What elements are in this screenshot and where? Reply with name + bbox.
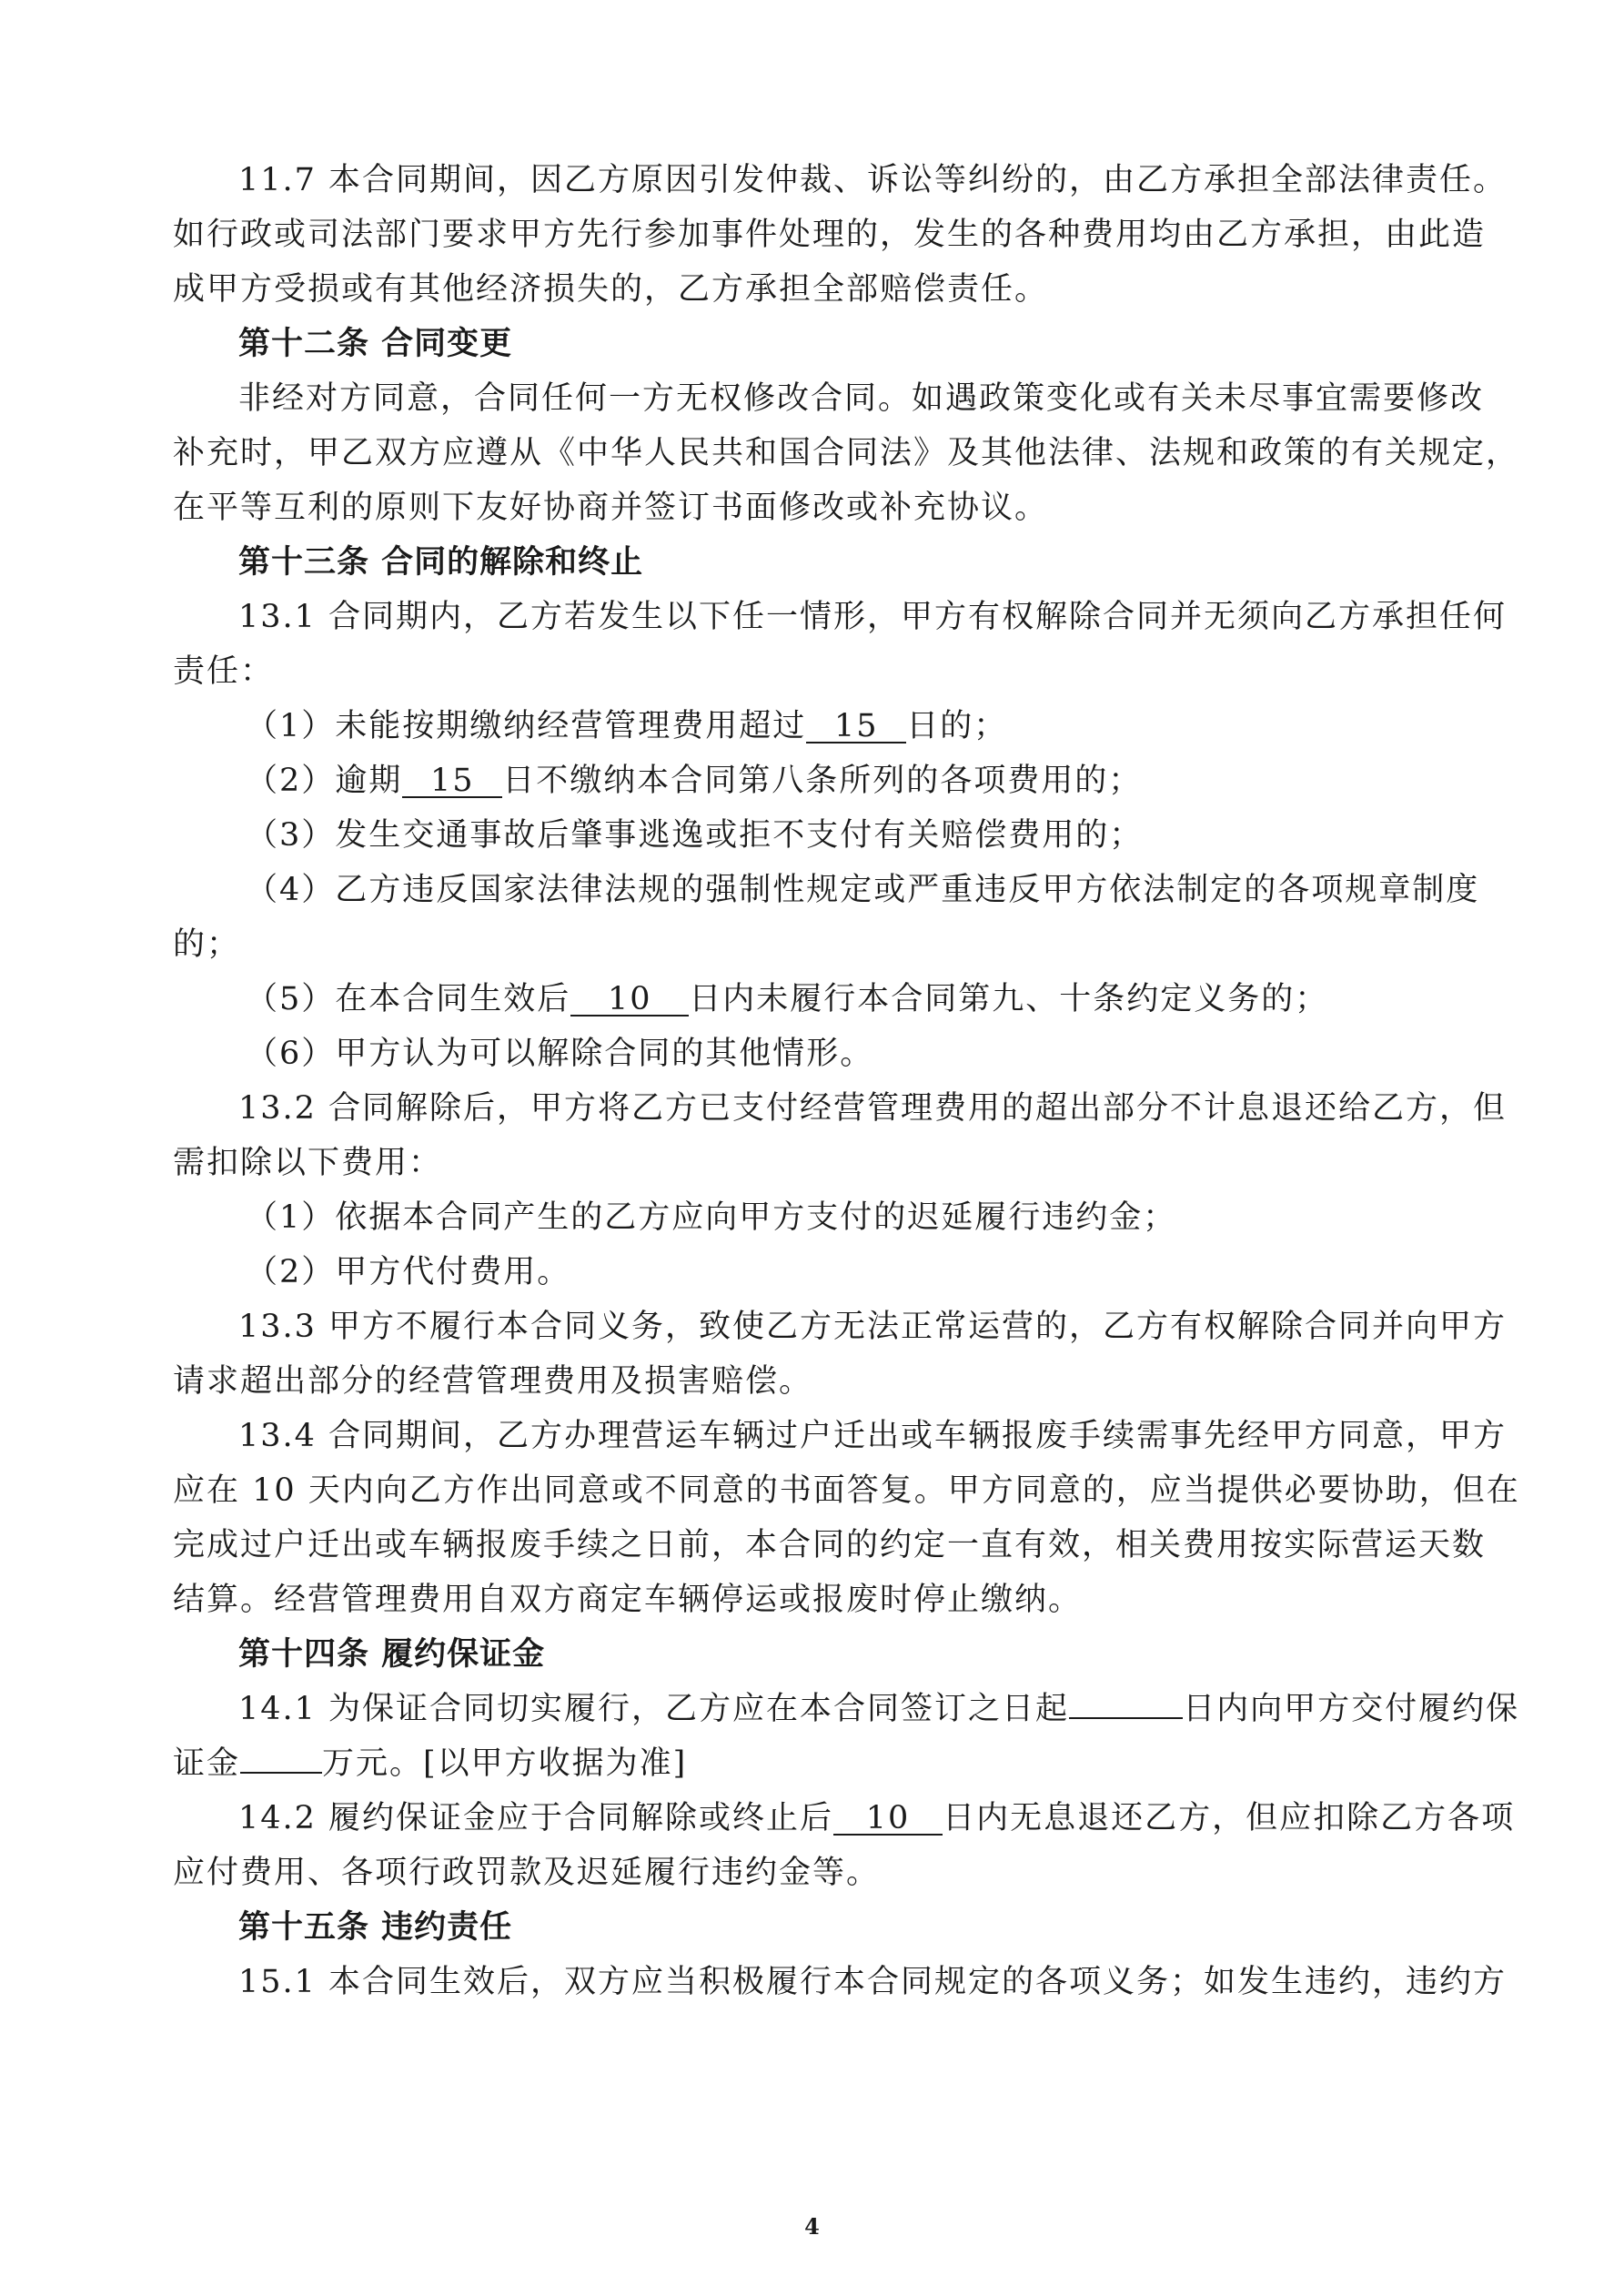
fill-blank: 15: [402, 765, 502, 798]
s13-2-line-2: 需扣除以下费用：: [173, 1145, 443, 1181]
s13-3-line-2: 请求超出部分的经营管理费用及损害赔偿。: [173, 1363, 813, 1400]
article-14-title: 第十四条 履约保证金: [238, 1635, 546, 1673]
s13-4-line-1: 13.4 合同期间，乙方办理营运车辆过户迁出或车辆报废手续需事先经甲方同意，甲方: [238, 1418, 1508, 1454]
fill-blank: 10: [833, 1803, 943, 1836]
item-text: 日内未履行本合同第九、十条约定义务的；: [689, 981, 1329, 1017]
page-number: 4: [804, 2213, 820, 2240]
s14-2-line-2: 应付费用、各项行政罚款及迟延履行违约金等。: [173, 1855, 881, 1891]
article-12-line-3: 在平等互利的原则下友好协商并签订书面修改或补充协议。: [173, 490, 1049, 526]
s13-2-item-2: （2）甲方代付费用。: [246, 1254, 571, 1290]
item-text: 日不缴纳本合同第八条所列的各项费用的；: [502, 763, 1143, 799]
s13-2-line-1: 13.2 合同解除后，甲方将乙方已支付经营管理费用的超出部分不计息退还给乙方，但: [238, 1090, 1508, 1127]
article-12-line-2: 补充时，甲乙双方应遵从《中华人民共和国合同法》及其他法律、法规和政策的有关规定，: [173, 435, 1520, 471]
s13-1-item-5: [173, 972, 1456, 1027]
s11-7-line-2: 如行政或司法部门要求甲方先行参加事件处理的，发生的各种费用均由乙方承担，由此造: [173, 217, 1487, 253]
s11-7-line-1: 11.7 本合同期间，因乙方原因引发仲裁、诉讼等纠纷的，由乙方承担全部法律责任。: [238, 162, 1508, 198]
item-text: 14.1 为保证合同切实履行，乙方应在本合同签订之日起: [238, 1691, 1070, 1727]
s13-3-line-1: 13.3 甲方不履行本合同义务，致使乙方无法正常运营的，乙方有权解除合同并向甲方: [238, 1309, 1508, 1345]
s13-1-item-1: [173, 699, 1456, 754]
fill-blank: [1069, 1717, 1183, 1719]
s13-1-item-3: （3）发生交通事故后肇事逃逸或拒不支付有关赔偿费用的；: [246, 817, 1144, 854]
s14-1-line-1: [173, 1682, 1520, 1736]
contract-page: [173, 153, 1520, 2009]
article-13-title: 第十三条 合同的解除和终止: [238, 543, 644, 581]
s13-1-item-6: （6）甲方认为可以解除合同的其他情形。: [246, 1036, 874, 1072]
item-text: 14.2 履约保证金应于合同解除或终止后: [238, 1800, 834, 1836]
item-text: 证金: [173, 1745, 241, 1782]
s13-4-line-3: 完成过户迁出或车辆报废手续之日前，本合同的约定一直有效，相关费用按实际营运天数: [173, 1527, 1487, 1563]
s14-2-line-1: [173, 1791, 1516, 1846]
fill-blank: 15: [806, 711, 906, 743]
s13-1-item-4-line-1: （4）乙方违反国家法律法规的强制性规定或严重违反甲方依法制定的各项规章制度: [246, 872, 1480, 908]
item-text: （5）在本合同生效后: [246, 981, 571, 1017]
s13-4-line-2: 应在 10 天内向乙方作出同意或不同意的书面答复。甲方同意的，应当提供必要协助，但在: [173, 1472, 1520, 1509]
fill-blank: [240, 1772, 322, 1774]
s13-4-line-4: 结算。经营管理费用自双方商定车辆停运或报废时停止缴纳。: [173, 1582, 1083, 1618]
fill-blank: 10: [570, 984, 689, 1017]
s15-1-line-1: 15.1 本合同生效后，双方应当积极履行本合同规定的各项义务；如发生违约，违约方: [238, 1964, 1508, 2000]
item-text: 日内向甲方交付履约保: [1183, 1691, 1520, 1727]
article-12-line-1: 非经对方同意，合同任何一方无权修改合同。如遇政策变化或有关未尽事宜需要修改: [238, 380, 1485, 417]
s13-1-item-2: [173, 754, 1456, 808]
article-15-title: 第十五条 违约责任: [238, 1908, 513, 1946]
s13-1-line-2: 责任：: [173, 653, 275, 690]
s14-1-line-2: [173, 1736, 1456, 1791]
item-text: （2）逾期: [246, 763, 403, 799]
item-text: 日内无息退还乙方，但应扣除乙方各项: [943, 1800, 1516, 1836]
s11-7-line-3: 成甲方受损或有其他经济损失的，乙方承担全部赔偿责任。: [173, 271, 1049, 308]
item-text: 万元。[以甲方收据为准]: [322, 1745, 688, 1782]
item-text: 日的；: [906, 708, 1008, 744]
article-12-title: 第十二条 合同变更: [238, 325, 513, 362]
s13-2-item-1: （1）依据本合同产生的乙方应向甲方支付的迟延履行违约金；: [246, 1199, 1177, 1236]
s13-1-item-4-line-2: 的；: [173, 926, 241, 963]
s13-1-line-1: 13.1 合同期内，乙方若发生以下任一情形，甲方有权解除合同并无须向乙方承担任何: [238, 599, 1508, 635]
item-text: （1）未能按期缴纳经营管理费用超过: [246, 708, 807, 744]
